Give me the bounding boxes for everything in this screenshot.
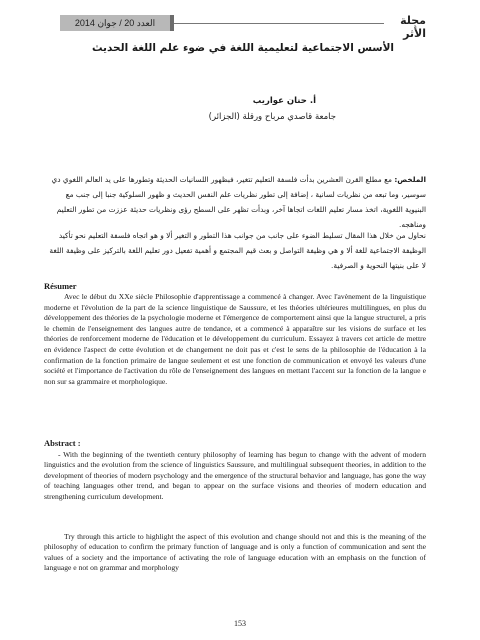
resume-text: Avec le début du XXe siècle Philosophie d'apprentissage a commencé à changer. Avec l'avènement de la linguistique moderne et l'évolution de la part de la science linguistique de Saussure, et les théories ultérieures multilingues, en plus du développement des théories de la psychologie moderne et l'émergence de comportement ainsi que la langue structurel, a pris le chemin de l'enseignement des langues autre de tendance, et a commencé à apparaître sur les visions de surface et les théories de renforcement moderne de l'éducation et le développement du curriculum. Essayez à travers cet article de mettre en évidence l'aspect de cette évolution et de changement ne doit pas et c'est le sens de la philosophie de l'éducation à la confirmation de la fonction primaire de langue seulement et est une fonction de communication et envoyé les valeurs d'une société et l'importance de l'activation du rôle de l'enseignement des langues en mettant l'accent sur la fonction de la langue e non sur sa grammaire et morphologique.	[44, 292, 426, 386]
journal-logo: مجلة الأثر	[400, 14, 426, 40]
issue-box: العدد 20 / جوان 2014	[60, 15, 174, 31]
page-number: 153	[234, 619, 246, 628]
author-name: أ. حنان عواريب	[252, 96, 316, 106]
arabic-abstract-label: الملخص:	[394, 175, 426, 184]
resume-heading: Résumer	[44, 281, 77, 291]
article-title: الأسس الاجتماعية لتعليمية اللغة في ضوء علم اللغة الحديث	[91, 42, 395, 54]
arabic-abstract-text: مع مطلع القرن العشرين بدأت فلسفة التعليم تتغير، فبظهور اللسانيات الحديثة وتطورها على يد العالم اللغوي دي سوسير، وما تبعه من نظريات لسانية ، إضافة إلى تطور نظريات علم النفس الحديث و ظهور السلوكية جنبا إلى جنب مع البنيوية اللغوية، اتخذ مسار تعليم اللغات اتجاها آخر، وبدأت تظهر على السطح رؤى ونظريات حديثة عززت من تطور التعليم ومناهجه.	[51, 175, 426, 229]
author-affiliation: جامعة قاصدي مرباح ورقلة (الجزائر)	[208, 112, 336, 122]
abstract-heading: Abstract :	[44, 438, 81, 448]
arabic-abstract-paragraph-2: نحاول من خلال هذا المقال تسليط الضوء على جانب من جوانب هذا التطور و التغير ألا و هو اتجاه فلسفة التعليم نحو تأكيد الوظيفة الاجتماعية للغة ألا و هي وظيفة التواصل و بعث قيم المجتمع و أهمية تفعيل دور تعليم اللغة بالتركيز على وظيفة اللغة لا على بنيتها النحوية و الصرفية.	[49, 231, 426, 270]
running-header	[60, 12, 426, 40]
abstract-paragraph-1: - With the beginning of the twentieth century philosophy of learning has begun to change with the advent of modern linguistics and the evolution from the science of linguistics Saussure, and multilingual subsequent theories, in addition to the development of theories of modern psychology and the emergence of the structural behavior and language, has gone the way of teaching languages other trend, and began to appear on the surface visions and theories of modern education and strengthening curriculum development.	[44, 450, 426, 501]
abstract-paragraph-2: Try through this article to highlight the aspect of this evolution and change should not and this is the meaning of the philosophy of education to confirm the primary function of language and is only a function of communication and sent the values of a society and the importance of activating the role of language education with an emphasis on the function of language e not on grammar and morphology	[44, 532, 426, 573]
header-rule	[174, 23, 384, 24]
arabic-abstract	[44, 172, 426, 232]
